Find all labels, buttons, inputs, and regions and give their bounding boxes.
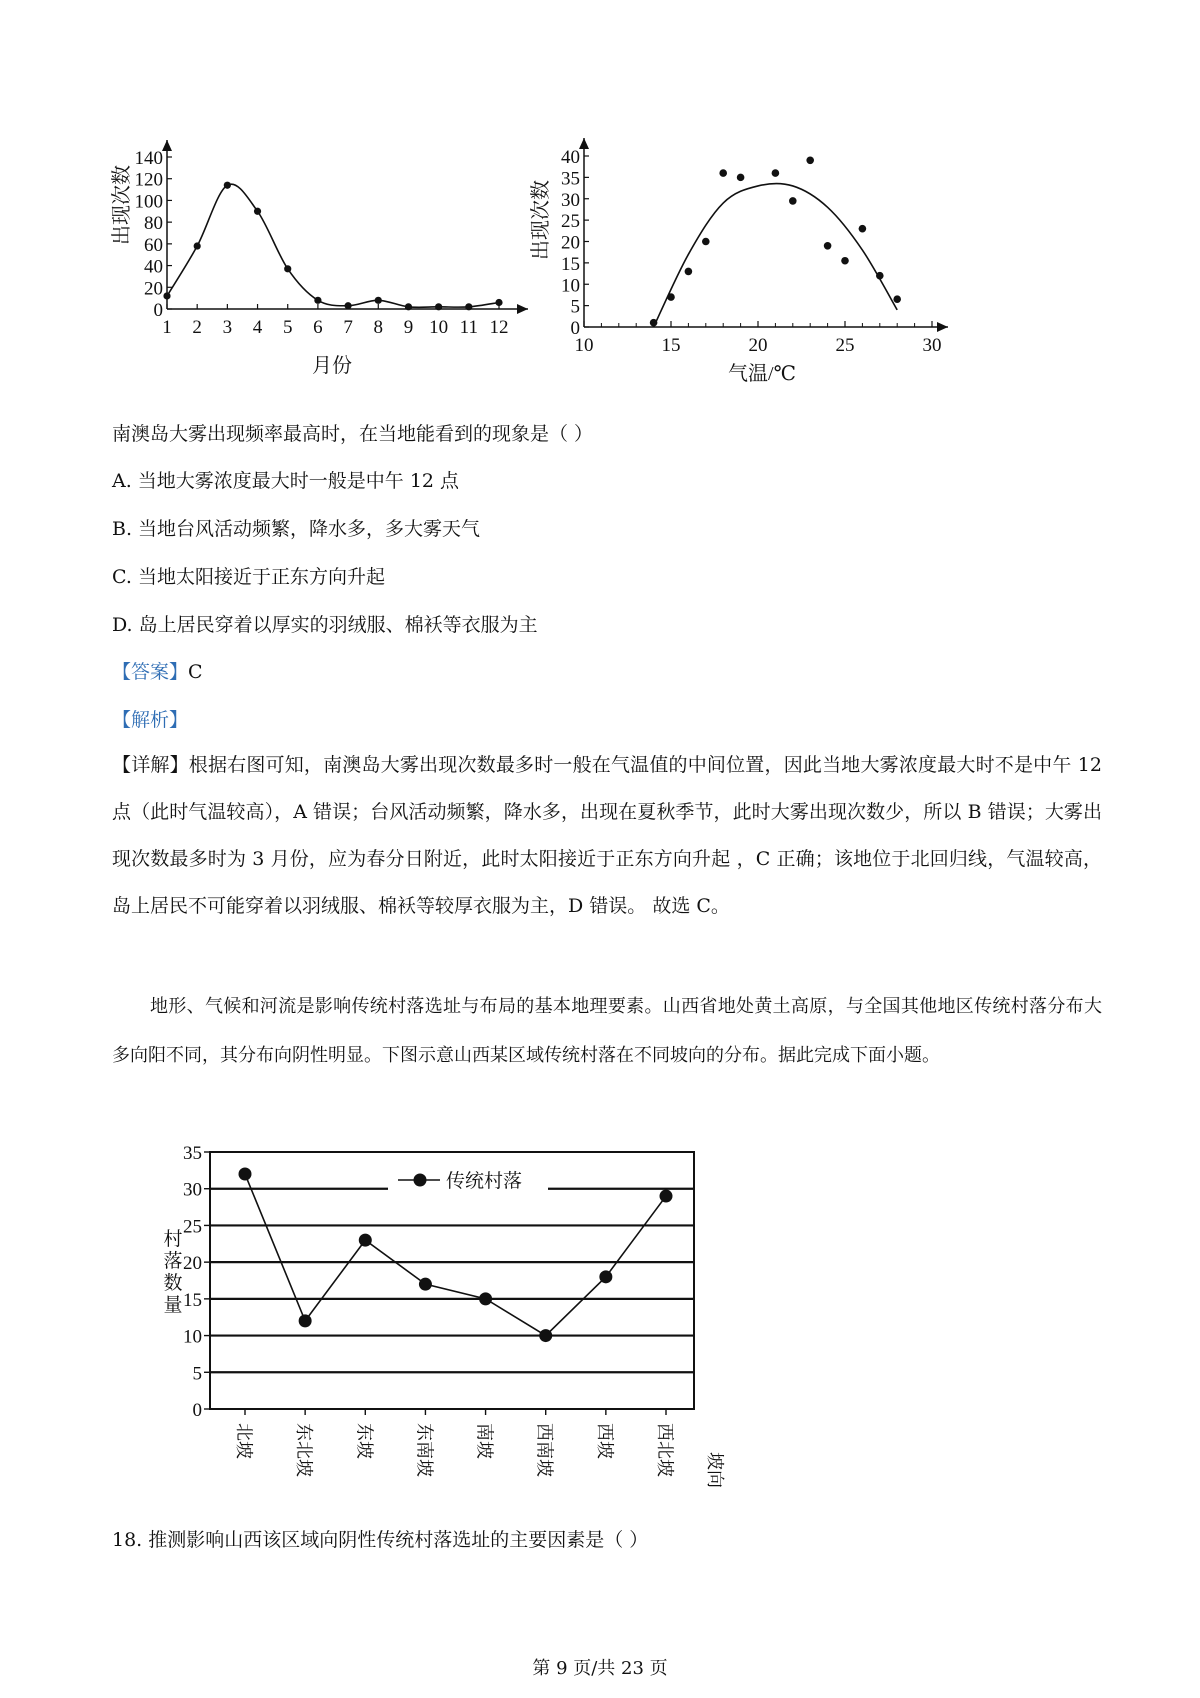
y-tick-label: 30 [561, 189, 580, 211]
x-tick-label: 25 [835, 335, 855, 356]
y-tick-label: 120 [134, 169, 163, 191]
data-point [539, 1329, 552, 1342]
question17-option-a: A. 当地大雾浓度最大时一般是中午 12 点 [112, 470, 460, 492]
x-tick-label: 11 [459, 317, 478, 338]
y-tick-label: 25 [561, 211, 580, 233]
x-tick-label: 北坡 [234, 1423, 254, 1459]
x-tick-label: 9 [403, 317, 414, 338]
detail-text: 根据右图可知，南澳岛大雾出现次数最多时一般在气温值的中间位置，因此当地大雾浓度最大时不是中午 12 点（此时气温较高），A 错误；台风活动频繁，降水多，出现在夏秋季节，此时大雾出现次数少，所以 B 错误；大雾出现次数最多时为 3 月份，应为春分日附近，此时太阳接近于正东方向升起 ，C 正确；该地位于北回归线，气温较高，岛上居民不可能穿着以羽绒服、棉袄等较厚衣服为主，D 错误。 故选 C。 [112, 754, 1102, 917]
y-tick-label: 20 [144, 278, 163, 300]
y-tick-label: 0 [192, 1400, 202, 1421]
x-tick-label: 东坡 [354, 1423, 375, 1459]
y-tick-label: 140 [134, 148, 163, 169]
x-tick-label: 7 [343, 317, 353, 338]
y-label-char: 数 [163, 1273, 183, 1294]
data-point [359, 1234, 372, 1247]
x-tick-label: 12 [489, 317, 509, 338]
question17-option-b: B. 当地台风活动频繁，降水多，多大雾天气 [112, 518, 481, 540]
y-tick-label: 10 [561, 275, 580, 297]
x-tick-label: 6 [313, 317, 323, 338]
x-tick-label: 东南坡 [414, 1423, 435, 1477]
chart3-legend [388, 1166, 548, 1194]
x-tick-label: 5 [282, 317, 293, 338]
x-tick-label: 4 [252, 317, 263, 338]
y-tick-label: 0 [153, 300, 163, 321]
chart3-x-label: 坡向 [705, 1452, 725, 1488]
y-tick-label: 80 [144, 213, 163, 235]
x-tick-label: 西北坡 [655, 1423, 675, 1477]
y-tick-label: 5 [570, 296, 580, 318]
question17-stem: 南澳岛大雾出现频率最高时，在当地能看到的现象是（ ） [112, 423, 594, 445]
x-tick-label: 东北坡 [294, 1423, 315, 1477]
y-tick-label: 30 [183, 1179, 202, 1201]
chart1-x-label: 月份 [312, 355, 352, 377]
y-label-char: 量 [163, 1295, 183, 1316]
answer-tag: 【答案】 [112, 661, 189, 683]
chart3-y-tick-labels [183, 1143, 210, 1421]
x-tick-label: 南坡 [474, 1423, 495, 1459]
analysis-tag: 【解析】 [112, 709, 189, 731]
x-tick-label: 10 [429, 317, 449, 338]
data-point [479, 1292, 492, 1305]
x-tick-label: 15 [661, 335, 681, 356]
data-point [599, 1270, 612, 1283]
intro-paragraph: 地形、气候和河流是影响传统村落选址与布局的基本地理要素。山西省地处黄土高原，与全国其他地区传统村落分布大多向阳不同，其分布向阴性明显。下图示意山西某区域传统村落在不同坡向的分布。据此完成下面小题。 [112, 996, 1102, 1066]
x-tick-label: 30 [922, 335, 942, 356]
y-label-char: 落 [163, 1251, 183, 1272]
y-tick-label: 15 [561, 253, 580, 275]
x-tick-label: 3 [222, 317, 233, 338]
answer-value: C [188, 661, 203, 683]
chart3-legend-marker [414, 1174, 427, 1187]
detail-tag: 【详解】 [112, 754, 189, 776]
y-tick-label: 60 [144, 234, 163, 256]
y-label-char: 村 [163, 1229, 183, 1250]
x-tick-label: 20 [748, 335, 768, 356]
y-tick-label: 25 [183, 1216, 202, 1238]
data-point [239, 1168, 252, 1181]
y-tick-label: 40 [144, 256, 163, 278]
y-tick-label: 15 [183, 1289, 202, 1311]
y-tick-label: 20 [561, 232, 580, 254]
x-tick-label: 西南坡 [534, 1423, 555, 1477]
y-tick-label: 0 [570, 318, 580, 339]
data-point [299, 1314, 312, 1327]
chart3-y-label [163, 1228, 182, 1316]
y-tick-label: 100 [134, 191, 163, 213]
x-tick-label: 2 [192, 317, 202, 338]
x-tick-label: 8 [373, 317, 384, 338]
y-tick-label: 10 [183, 1326, 202, 1348]
chart3-legend-label: 传统村落 [446, 1171, 523, 1192]
chart1-y-label: 出现次数 [111, 165, 133, 245]
chart3-series-line [245, 1174, 666, 1336]
chart2-y-label: 出现次数 [530, 180, 552, 260]
x-tick-label: 10 [574, 335, 594, 356]
data-point [419, 1278, 432, 1291]
question17-option-d: D. 岛上居民穿着以厚实的羽绒服、棉袄等衣服为主 [112, 614, 538, 636]
question17-option-c: C. 当地太阳接近于正东方向升起 [112, 566, 385, 588]
question18-stem: 18. 推测影响山西该区域向阴性传统村落选址的主要因素是（ ） [112, 1529, 649, 1551]
chart3-x-tick-labels [234, 1409, 675, 1477]
x-tick-label: 1 [162, 317, 172, 338]
y-tick-label: 35 [561, 168, 580, 190]
y-tick-label: 40 [561, 147, 580, 168]
data-point [660, 1190, 673, 1203]
y-tick-label: 35 [183, 1143, 202, 1164]
y-tick-label: 5 [192, 1363, 202, 1385]
chart2-x-label: 气温/℃ [728, 363, 796, 385]
x-tick-label: 西坡 [594, 1423, 615, 1459]
y-tick-label: 20 [183, 1253, 202, 1275]
page-footer: 第 9 页/共 23 页 [532, 1658, 668, 1679]
